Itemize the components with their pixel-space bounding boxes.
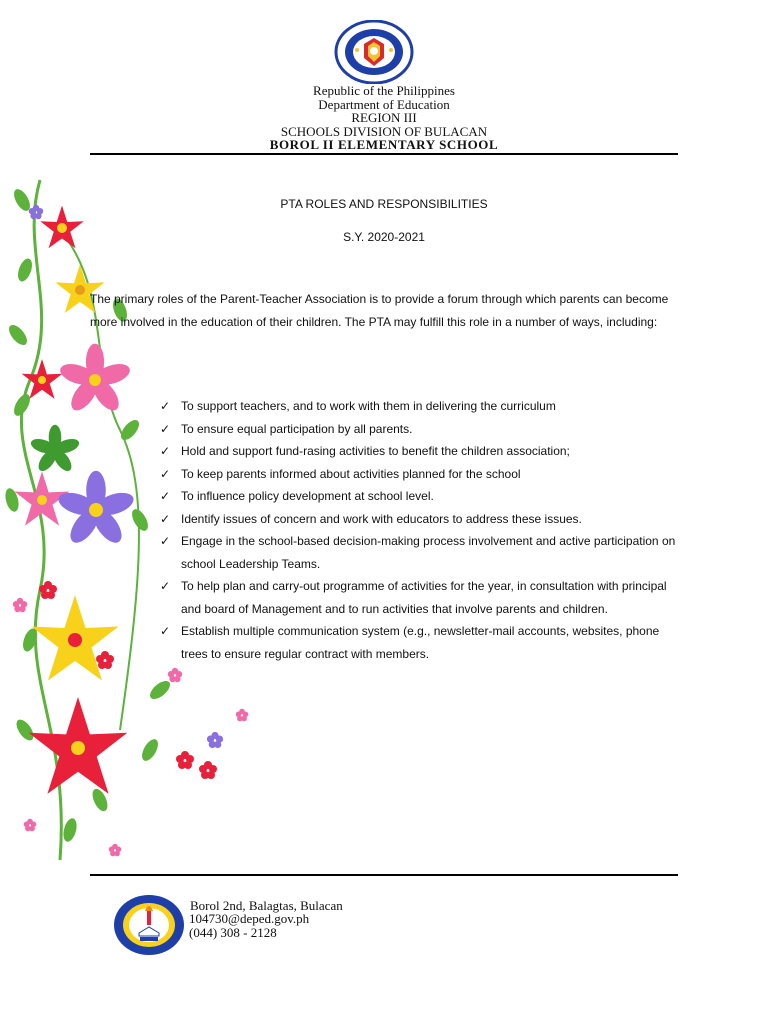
checkmark-icon: ✓ <box>160 624 171 638</box>
school-seal-icon <box>112 893 186 957</box>
role-text: To keep parents informed about activities planned for the school <box>181 466 521 481</box>
checkmark-icon: ✓ <box>160 489 171 503</box>
role-text: Hold and support fund-rasing activities to benefit the children association; <box>181 444 570 458</box>
header-divider <box>90 153 678 155</box>
header-division: SCHOOLS DIVISION OF BULACAN <box>280 124 488 139</box>
checkmark-icon: ✓ <box>160 579 171 593</box>
footer-divider <box>90 874 678 876</box>
role-text: Establish multiple communication system (e.g., newsletter-mail accounts, websites, phone trees to ensure regular contract with members. <box>181 624 660 661</box>
list-item <box>160 440 680 463</box>
list-item <box>160 620 680 665</box>
list-item <box>160 575 680 620</box>
checkmark-icon: ✓ <box>160 399 171 413</box>
checkmark-icon: ✓ <box>160 534 171 548</box>
intro-paragraph: The primary roles of the Parent-Teacher Association is to provide a forum through which parents can become more involved in the education of their children. The PTA may fulfill this role in a number of ways, including: <box>90 292 669 329</box>
header-republic: Republic of the Philippines <box>313 83 455 98</box>
role-text: To support teachers, and to work with them in delivering the curriculum <box>181 399 556 413</box>
list-item <box>160 485 680 508</box>
role-text: Identify issues of concern and work with educators to address these issues. <box>181 511 582 526</box>
footer-email: 104730@deped.gov.ph <box>189 911 310 926</box>
checkmark-icon: ✓ <box>160 421 171 436</box>
role-text: Engage in the school-based decision-making process involvement and active participation on school Leadership Teams. <box>181 534 676 571</box>
role-text: To influence policy development at school level. <box>181 489 434 503</box>
roles-list <box>160 395 680 665</box>
deped-seal-icon <box>334 20 414 84</box>
checkmark-icon: ✓ <box>160 466 171 481</box>
school-year: S.Y. 2020-2021 <box>343 230 425 244</box>
footer-address: Borol 2nd, Balagtas, Bulacan <box>190 898 343 913</box>
role-text: To help plan and carry-out programme of activities for the year, in consultation with principal and board of Management and to run activities that involve parents and children. <box>181 579 667 616</box>
document-title: PTA ROLES AND RESPONSIBILITIES <box>280 197 488 211</box>
checkmark-icon: ✓ <box>160 444 171 458</box>
list-item <box>160 418 680 441</box>
checkmark-icon: ✓ <box>160 511 171 526</box>
header-department: Department of Education <box>318 97 450 112</box>
list-item <box>160 508 680 531</box>
list-item <box>160 463 680 486</box>
list-item <box>160 395 680 418</box>
role-text: To ensure equal participation by all parents. <box>181 421 413 436</box>
footer-phone: (044) 308 - 2128 <box>189 925 277 940</box>
list-item <box>160 530 680 575</box>
header-region: REGION III <box>351 110 417 125</box>
header-school-name: BOROL II ELEMENTARY SCHOOL <box>269 137 499 152</box>
